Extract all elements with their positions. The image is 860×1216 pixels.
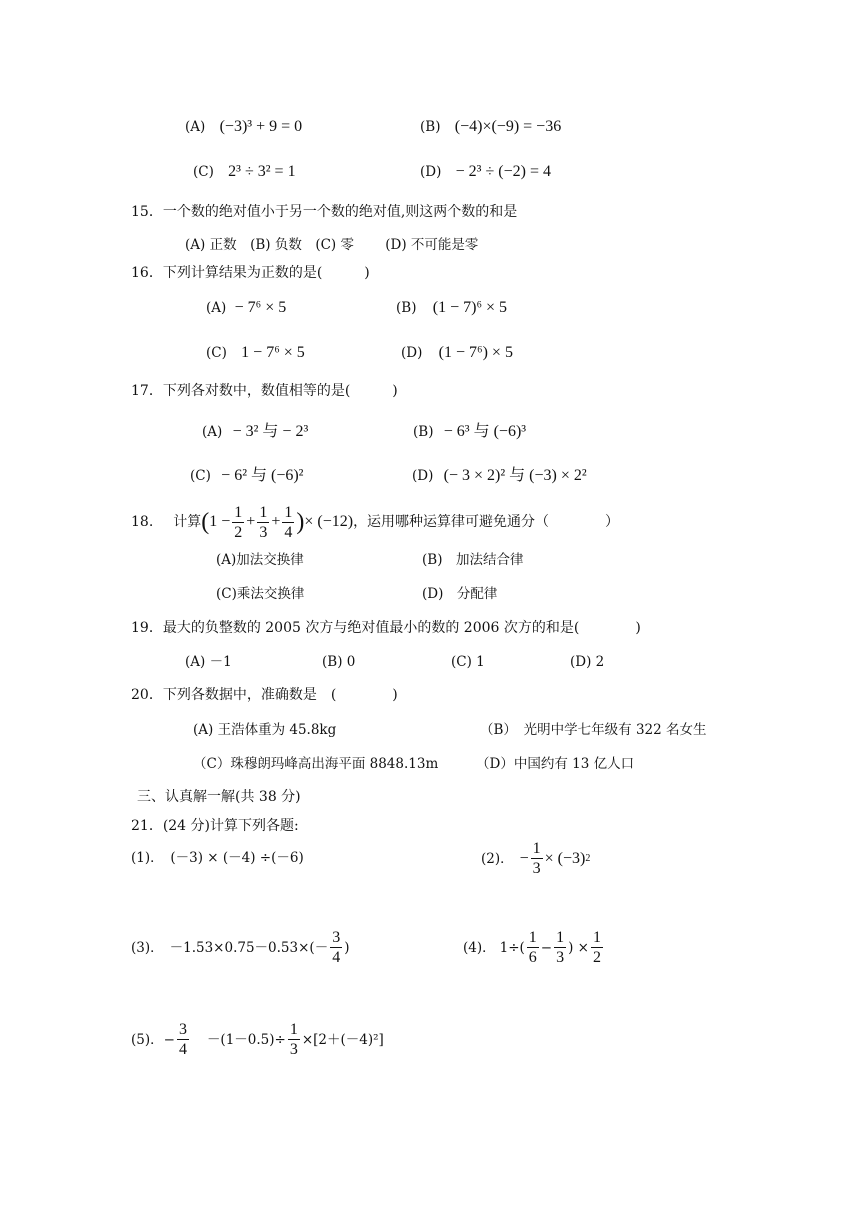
q14-option-c-label: (C): [193, 164, 214, 180]
fraction-1-2: $\frac{1}{2}$: [592, 929, 601, 966]
q17-option-d-label: (D): [412, 468, 434, 484]
q16-option-d-label: (D): [401, 345, 423, 361]
q19-option-a: (A) －1: [185, 654, 232, 670]
q14-option-b-expr: (−4)×(−9) = −36: [454, 118, 562, 135]
q21-part-5-text: －(1－0.5)÷: [206, 1031, 286, 1048]
q20-option-c: （C）珠穆朗玛峰高出海平面 8848.13m: [193, 756, 439, 772]
q17-option-d-expr: (− 3 × 2)² 与 (−3) × 2²: [443, 467, 587, 484]
q20-option-d: （D）中国约有 13 亿人口: [476, 756, 635, 772]
q19-option-d: (D) 2: [570, 654, 605, 670]
q14-option-a-expr: (−3)³ + 9 = 0: [219, 118, 303, 135]
q16-stem: 16．下列计算结果为正数的是( ): [131, 265, 370, 281]
q16-option-a-label: (A): [206, 300, 227, 316]
fraction-1-3: $\frac{1}{3}$: [289, 1021, 298, 1058]
q17-option-b-label: (B): [413, 424, 434, 440]
q21-part-5-label: (5)．: [131, 1031, 164, 1048]
fraction-1-3: $\frac{1}{3}$: [259, 503, 268, 541]
q21-part-4-text: 1÷(: [499, 939, 525, 956]
q17-option-a: [202, 423, 308, 441]
q16-option-a-expr: − 7⁶ × 5: [234, 299, 287, 316]
q18-option-d: (D) 分配律: [422, 586, 498, 602]
q18-stem: [131, 502, 619, 542]
q19-stem: 19．最大的负整数的 2005 次方与绝对值最小的数的 2006 次方的和是( ): [131, 620, 641, 636]
q14-option-a-label: (A): [185, 119, 206, 135]
fraction-1-3: $\frac{1}{3}$: [556, 929, 565, 966]
fraction-1-6: $\frac{1}{6}$: [528, 929, 537, 966]
q16-option-b-label: (B): [396, 300, 417, 316]
q21-stem: 21．(24 分)计算下列各题:: [131, 818, 299, 834]
q16-option-c-label: (C): [206, 345, 227, 361]
q14-option-c-expr: 2³ ÷ 3² = 1: [228, 163, 296, 180]
q14-option-d-label: (D): [420, 164, 442, 180]
closing-paren: ): [344, 939, 350, 956]
fraction-3-4: $\frac{3}{4}$: [178, 1021, 187, 1058]
q17-option-b: [413, 423, 526, 441]
q18-option-c: (C)乘法交换律: [216, 586, 305, 602]
q16-option-d-expr: (1 − 7⁶) × 5: [438, 344, 513, 361]
q15-options: (A) 正数 (B) 负数 (C) 零 (D) 不可能是零: [185, 237, 479, 253]
q20-stem: 20．下列各数据中，准确数是 ( ): [131, 687, 398, 703]
q14-option-b: [420, 118, 561, 136]
q17-stem: 17．下列各对数中，数值相等的是( ): [131, 383, 398, 399]
q15-stem: 15．一个数的绝对值小于另一个数的绝对值,则这两个数的和是: [131, 204, 518, 220]
q19-option-b: (B) 0: [322, 654, 356, 670]
q17-option-d: [412, 467, 587, 485]
fraction-1-3: $\frac{1}{3}$: [532, 840, 541, 877]
q16-option-b: [396, 299, 507, 317]
q20-option-a: (A) 王浩体重为 45.8kg: [193, 722, 337, 738]
q16-option-c: [206, 344, 305, 362]
q16-option-b-expr: (1 − 7)⁶ × 5: [432, 299, 508, 316]
q17-option-c: [190, 467, 303, 485]
q21-part-2-expr: − $\frac{1}{3}$ × (−3) 2: [519, 840, 591, 877]
q17-option-c-label: (C): [190, 468, 211, 484]
q18-expression: ( 1 − $\frac{1}{2}$ + $\frac{1}{3}$ + $\frac{1}{4}$ ) × (−12): [201, 503, 354, 541]
q14-option-d: [420, 163, 551, 181]
q21-part-3-label: (3)．: [131, 939, 164, 956]
q14-option-d-expr: − 2³ ÷ (−2) = 4: [455, 163, 551, 180]
q18-number: 18.: [131, 514, 154, 530]
q21-part-2-label: (2)．: [481, 850, 514, 867]
q14-option-a: [185, 118, 302, 136]
q18-option-b: (B) 加法结合律: [422, 552, 524, 568]
q14-option-b-label: (B): [420, 119, 441, 135]
q20-option-b: （B） 光明中学七年级有 322 名女生: [480, 722, 707, 738]
q16-option-a: [206, 299, 286, 317]
q21-part-1: (1)． (－3) × (－4) ÷(－6): [131, 850, 304, 866]
q21-part-5: (5)． − $\frac{3}{4}$ －(1－0.5)÷ $\frac{1}{3}$ ×[2＋(－4)²]: [131, 1021, 384, 1058]
q21-part-4: (4)． 1÷( $\frac{1}{6}$ − $\frac{1}{3}$ ) × $\frac{1}{2}$: [463, 929, 601, 966]
section-3-heading: 三、认真解一解(共 38 分): [137, 789, 301, 805]
q21-part-5-tail: ×[2＋(－4)²]: [301, 1031, 384, 1048]
q18-prefix: 计算: [173, 514, 202, 530]
q18-suffix: ，运用哪种运算律可避免通分（ ）: [353, 514, 620, 530]
q17-option-c-expr: − 6² 与 (−6)²: [221, 467, 304, 484]
q16-option-d: [401, 344, 513, 362]
q18-option-a: (A)加法交换律: [216, 552, 304, 568]
q19-option-c: (C) 1: [451, 654, 485, 670]
q21-part-3-text: －1.53×0.75－0.53×(－: [169, 939, 329, 956]
q21-part-4-label: (4)．: [463, 939, 496, 956]
q21-part-2: [481, 839, 590, 878]
q17-option-a-label: (A): [202, 424, 223, 440]
fraction-1-4: $\frac{1}{4}$: [284, 503, 293, 541]
q14-option-c: [193, 163, 296, 181]
q17-option-b-expr: − 6³ 与 (−6)³: [443, 423, 527, 440]
q17-option-a-expr: − 3² 与 − 2³: [232, 423, 309, 440]
q16-option-c-expr: 1 − 7⁶ × 5: [241, 344, 305, 361]
fraction-1-2: $\frac{1}{2}$: [234, 503, 243, 541]
fraction-3-4: $\frac{3}{4}$: [332, 929, 341, 966]
q21-part-3: [131, 928, 349, 967]
